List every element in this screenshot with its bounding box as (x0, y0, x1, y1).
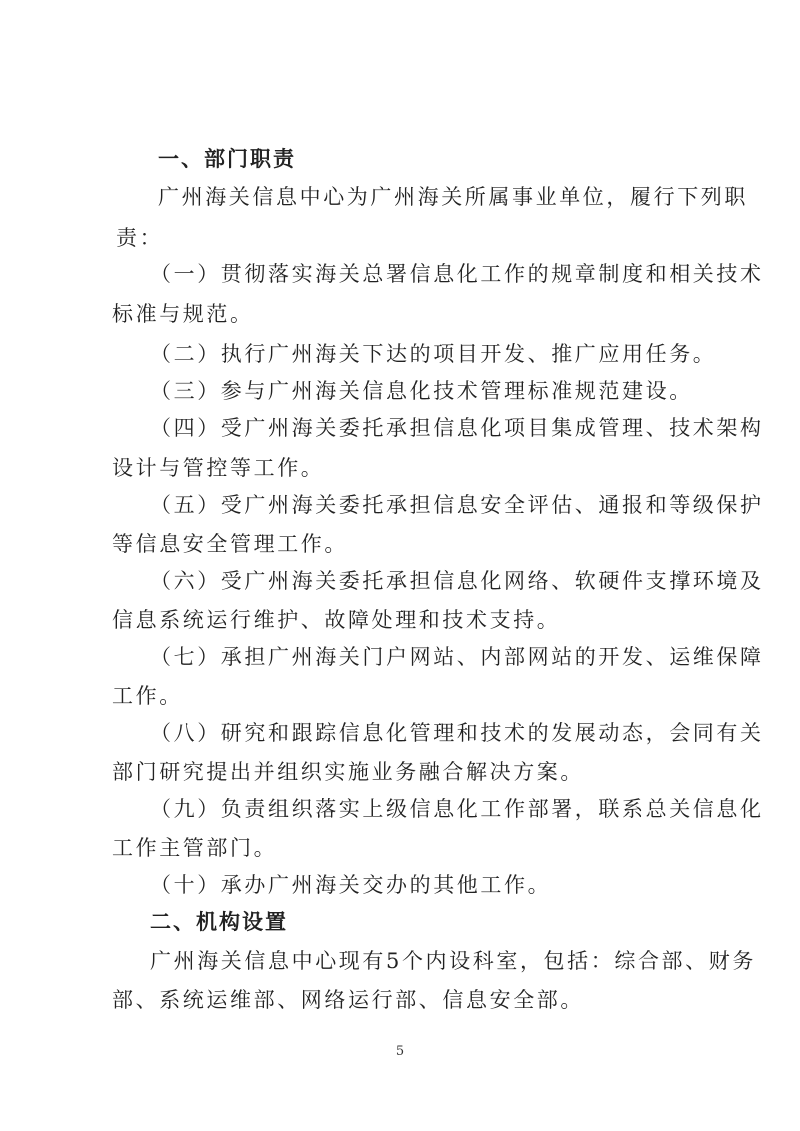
list-item-line: （三）参与广州海关信息化技术管理标准规范建设。 (150, 379, 693, 403)
list-item-line: 信息系统运行维护、故障处理和技术支持。 (112, 608, 561, 632)
list-item-line: （一）贯彻落实海关总署信息化工作的规章制度和相关技术 (150, 262, 764, 286)
list-item-line: 工作主管部门。 (112, 836, 278, 860)
list-item-line: （九）负责组织落实上级信息化工作部署，联系总关信息化 (150, 797, 764, 821)
list-item-line: （十）承办广州海关交办的其他工作。 (150, 873, 552, 897)
list-item-line: 工作。 (112, 684, 183, 708)
list-item-line: （五）受广州海关委托承担信息安全评估、通报和等级保护 (150, 493, 764, 517)
list-item-line: （四）受广州海关委托承担信息化项目集成管理、技术架构 (150, 416, 764, 440)
list-item-line: 标准与规范。 (112, 302, 254, 326)
list-item-line: （八）研究和跟踪信息化管理和技术的发展动态，会同有关 (150, 721, 764, 745)
list-item-line: 设计与管控等工作。 (112, 456, 325, 480)
list-item-line: （七）承担广州海关门户网站、内部网站的开发、运维保障 (150, 645, 764, 669)
section-heading: 一、部门职责 (158, 147, 296, 171)
section-heading: 二、机构设置 (150, 910, 288, 934)
paragraph-line: 部、系统运维部、网络运行部、信息安全部。 (112, 988, 584, 1012)
list-item-line: （六）受广州海关委托承担信息化网络、软硬件支撑环境及 (150, 569, 764, 593)
list-item-line: 部门研究提出并组织实施业务融合解决方案。 (112, 760, 584, 784)
paragraph-line: 责： (116, 226, 164, 250)
paragraph-line: 广州海关信息中心现有5个内设科室，包括：综合部、财务 (150, 949, 756, 973)
paragraph-line: 广州海关信息中心为广州海关所属事业单位，履行下列职 (158, 185, 748, 209)
list-item-line: （二）执行广州海关下达的项目开发、推广应用任务。 (150, 342, 717, 366)
page-number: 5 (395, 1044, 405, 1059)
list-item-line: 等信息安全管理工作。 (112, 532, 348, 556)
